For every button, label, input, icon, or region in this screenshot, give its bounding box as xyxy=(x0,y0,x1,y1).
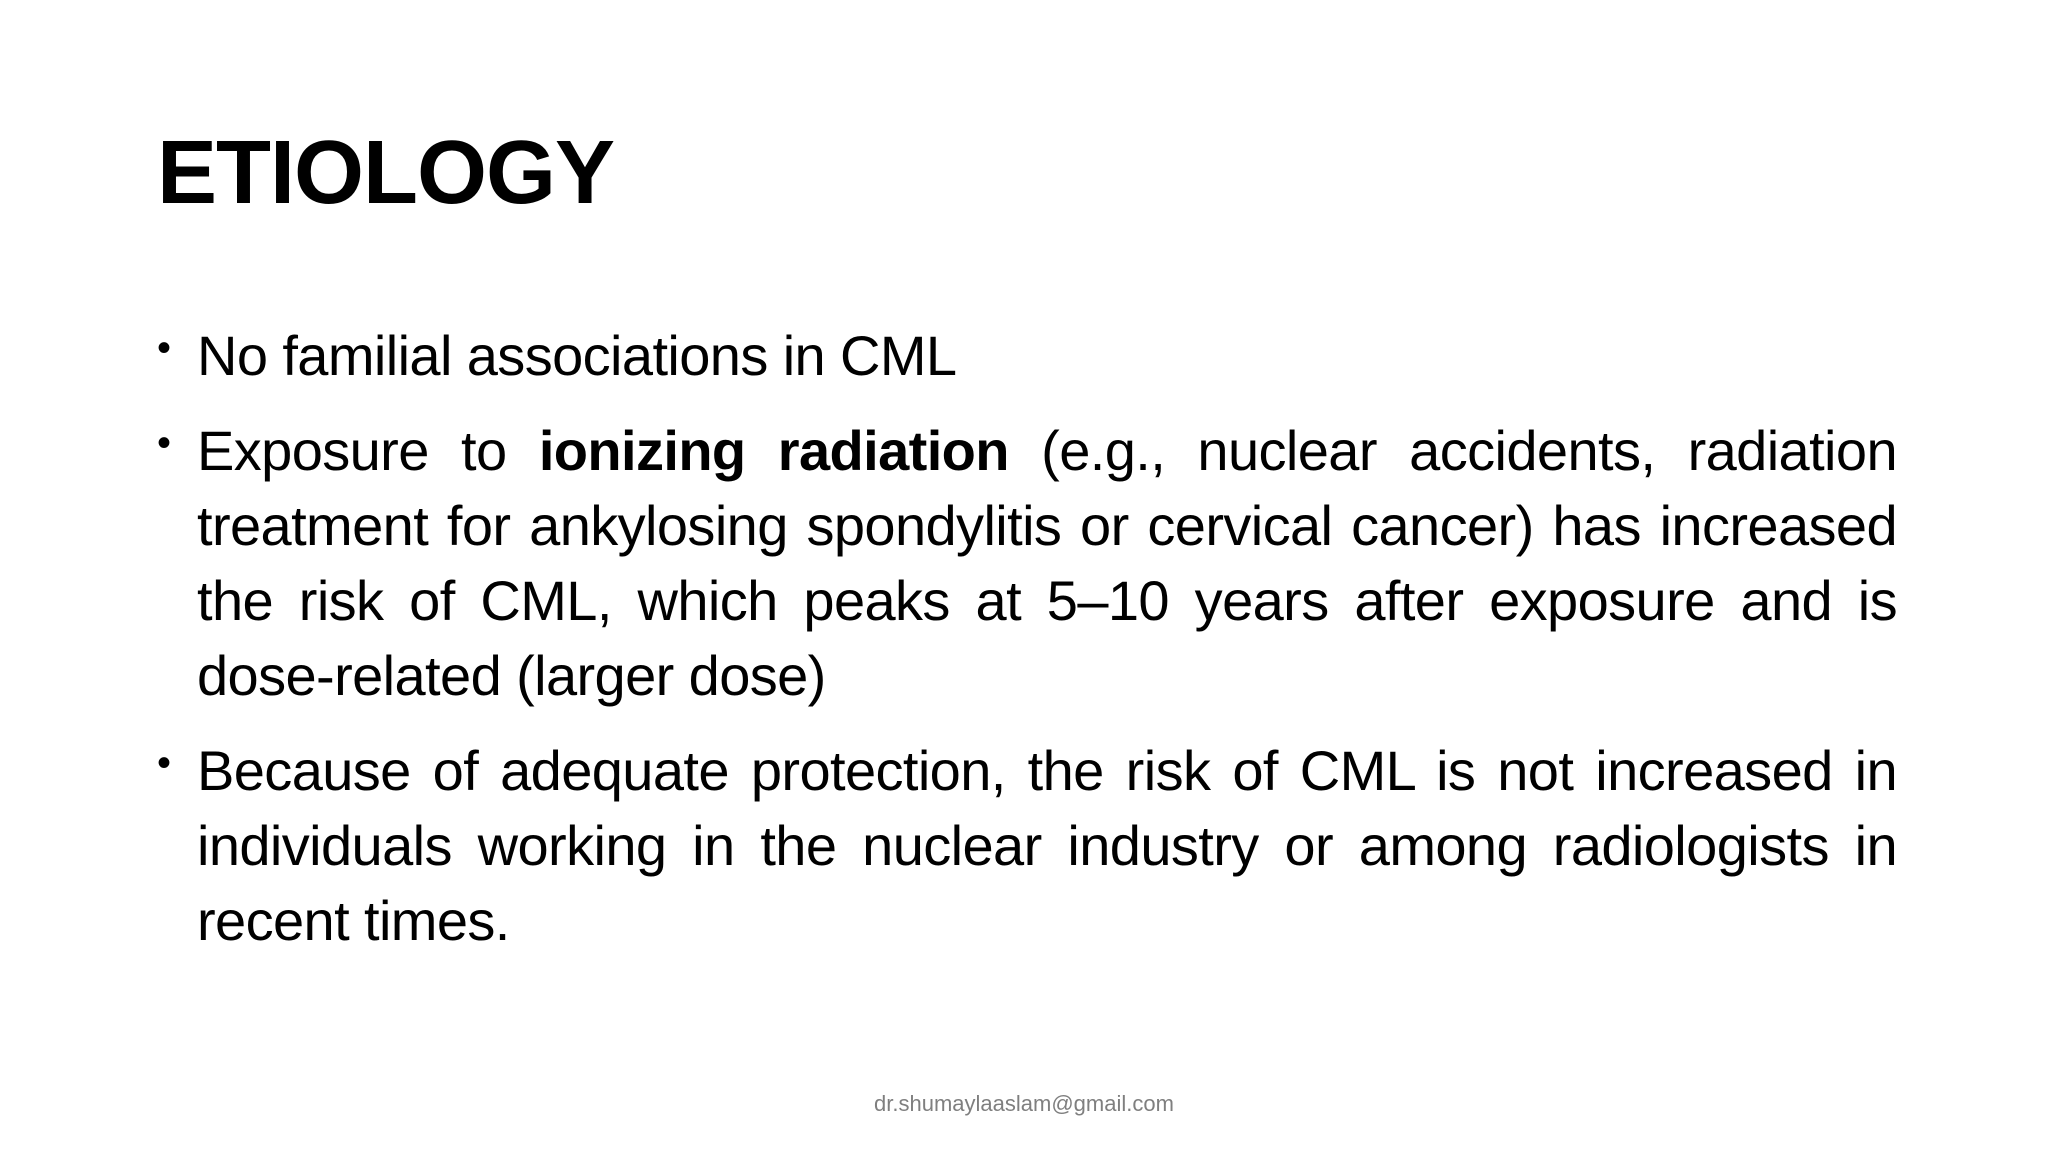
bullet-icon: • xyxy=(157,326,171,370)
bullet-text xyxy=(197,324,956,387)
bullet-text-segment: Because of adequate protection, the risk of CML is not increased in individuals working in the nuclear industry or among radiologists in recent times. xyxy=(197,739,1897,952)
bullet-text-segment: Exposure to xyxy=(197,419,539,482)
bullet-text-segment: (e.g., nuclear accidents, radiation treatment for ankylosing spondylitis or cervical cancer) has increased the risk of CML, which peaks at 5–10 years after exposure and is dose-related (larger dose) xyxy=(197,419,1897,707)
bullet-item xyxy=(157,733,1897,958)
bullet-text xyxy=(197,419,1897,707)
footer-email: dr.shumaylaaslam@gmail.com xyxy=(874,1091,1174,1116)
bullet-icon: • xyxy=(157,741,171,785)
slide-title: ETIOLOGY xyxy=(157,123,615,223)
bullet-text-segment: No familial associations in CML xyxy=(197,324,957,387)
bullet-item xyxy=(157,318,1897,393)
bullet-list xyxy=(157,318,1897,978)
bullet-text-emphasis: ionizing radiation xyxy=(538,419,1009,482)
bullet-item xyxy=(157,413,1897,713)
bullet-icon: • xyxy=(157,421,171,465)
bullet-text xyxy=(197,739,1897,952)
